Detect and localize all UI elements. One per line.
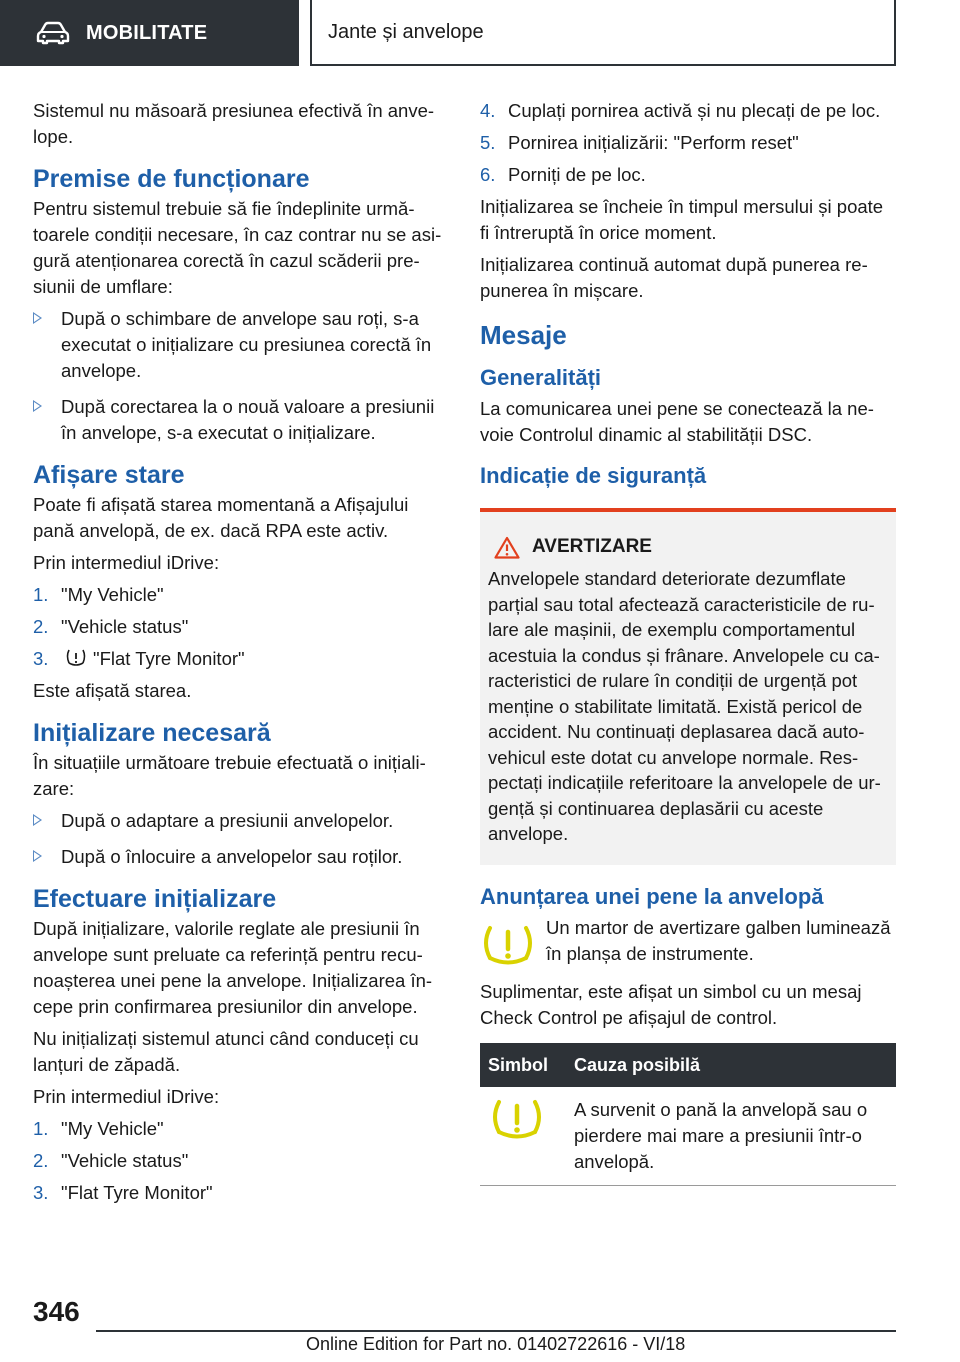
triangle-bullet-icon: [33, 312, 42, 324]
premise-heading: Premise de funcționare: [33, 165, 310, 193]
list-item: 3. "Flat Tyre Monitor": [33, 1182, 213, 1203]
list-item: 4. Cuplați pornirea activă și nu plecați de pe loc.: [480, 100, 881, 121]
flat-text: Un martor de avertizare galben luminează în planșa de instrumente.: [546, 916, 891, 964]
premise-list: [33, 306, 445, 446]
page-number: 346: [33, 1296, 80, 1327]
triangle-bullet-icon: [33, 814, 42, 826]
tyre-pressure-warning-icon: [65, 648, 87, 668]
general-heading: Generalități: [480, 365, 602, 390]
tyre-pressure-warning-icon: [488, 1097, 546, 1143]
do-init-steps: [33, 1116, 445, 1206]
footer-divider: [96, 1330, 896, 1332]
symbol-table: [480, 1043, 896, 1186]
list-item: După o schimbare de anvelope sau roți, s-a executat o inițializare cu presiunea corectă în anvelope.: [33, 306, 445, 384]
chapter-tab: [310, 0, 896, 66]
warning-header: [488, 534, 888, 560]
list-item: 2. "Vehicle status": [33, 616, 189, 637]
list-item: După o adaptare a presiunii anvelopelor.: [33, 808, 445, 834]
end-text1: Inițializarea se încheie în timpul mersului și poate fi întreruptă în orice moment.: [480, 196, 884, 243]
warning-label: AVERTIZARE: [532, 536, 652, 557]
premise-text: Pentru sistemul trebuie să fie îndeplinite urmă-toarele condiții necesare, în caz contrar nu se asi-gură atenționarea corectă în cazul scăderii pre-siunii de umflare:: [33, 198, 442, 297]
triangle-bullet-icon: [33, 400, 42, 412]
do-init-heading: Efectuare inițializare: [33, 885, 277, 913]
status-via: Prin intermediul iDrive:: [33, 552, 220, 573]
intro-text: Sistemul nu măsoară presiunea efectivă în anve-lope.: [33, 100, 435, 147]
warning-triangle-icon: [494, 536, 520, 559]
list-item: 3. "Flat Tyre Monitor": [33, 648, 245, 669]
status-heading: Afișare stare: [33, 461, 185, 489]
warning-box: [480, 508, 896, 865]
list-item: 2. "Vehicle status": [33, 1150, 189, 1171]
end-text2: Inițializarea continuă automat după punerea re-punerea în mișcare.: [480, 254, 868, 301]
triangle-bullet-icon: [33, 850, 42, 862]
section-tab: [0, 0, 299, 66]
do-init-via: Prin intermediul iDrive:: [33, 1086, 220, 1107]
flat-text2: Suplimentar, este afișat un simbol cu un mesaj Check Control pe afișajul de control.: [480, 980, 862, 1028]
left-column: [33, 98, 445, 1212]
list-item: 6. Porniți de pe loc.: [480, 164, 646, 185]
column-header-cause: Cauza posibilă: [566, 1043, 896, 1087]
messages-heading: Mesaje: [480, 320, 567, 350]
section-label: MOBILITATE: [86, 21, 208, 44]
column-header-symbol: Simbol: [480, 1043, 566, 1087]
table-header-row: [480, 1043, 896, 1087]
car-icon: [36, 21, 70, 45]
status-text: Poate fi afișată starea momentană a Afișajului pană anvelopă, de ex. dacă RPA este activ.: [33, 494, 409, 541]
do-init-text2: Nu inițializați sistemul atunci când conduceți cu lanțuri de zăpadă.: [33, 1028, 419, 1075]
cause-cell: A survenit o pană la anvelopă sau o pierdere mai mare a presiunii într-o anvelopă.: [566, 1087, 896, 1186]
flat-heading: Anunțarea unei pene la anvelopă: [480, 883, 824, 909]
right-column: [480, 98, 896, 1186]
list-item: 5. Pornirea inițializării: "Perform reset": [480, 132, 799, 153]
status-steps: [33, 582, 445, 672]
general-text: La comunicarea unei pene se conectează la ne-voie Controlul dinamic al stabilității DSC.: [480, 398, 874, 445]
list-item: După o înlocuire a anvelopelor sau roților.: [33, 844, 445, 870]
chapter-label: Jante și anvelope: [328, 20, 484, 43]
table-row: [480, 1087, 896, 1186]
status-result: Este afișată starea.: [33, 680, 192, 701]
safety-heading: Indicație de siguranță: [480, 463, 707, 488]
symbol-cell: [480, 1087, 566, 1186]
list-item: După corectarea la o nouă valoare a presiunii în anvelope, s-a executat o inițializare.: [33, 394, 445, 446]
flat-indicator-row: [480, 915, 896, 969]
init-needed-heading: Inițializare necesară: [33, 719, 271, 747]
tyre-pressure-warning-icon: [480, 923, 536, 969]
list-item: 1. "My Vehicle": [33, 1118, 164, 1139]
list-item: 1. "My Vehicle": [33, 584, 164, 605]
warning-text: Anvelopele standard deteriorate dezumflate parțial sau total afectează caracteristicile de ru-lare ale mașinii, de exemplu comportamentul acestuia la condus și frânare. Anvelopele cu ca-racteristici de rulare în condiții de urgență pot menține o stabilitate limitată. Există pericol de accident. Nu continuați deplasarea dacă auto-vehicul este dotat cu anvelope normale. Res-pectați indicațiile referitoare la anvelopele de ur-gență și continuarea deplasării cu aceste anvelope.: [488, 568, 881, 844]
footer-edition: Online Edition for Part no. 01402722616 - VI/18: [306, 1334, 686, 1354]
init-needed-list: [33, 808, 445, 870]
do-init-text1: După inițializare, valorile reglate ale presiunii în anvelope sunt preluate ca referință pentru recu-noașterea unei pene la anvelope. Inițializarea în-cepe prin confirmarea presiunilor din anvelope.: [33, 918, 433, 1017]
init-needed-text: În situațiile următoare trebuie efectuată o inițiali-zare:: [33, 752, 426, 799]
continued-steps: [480, 98, 896, 188]
